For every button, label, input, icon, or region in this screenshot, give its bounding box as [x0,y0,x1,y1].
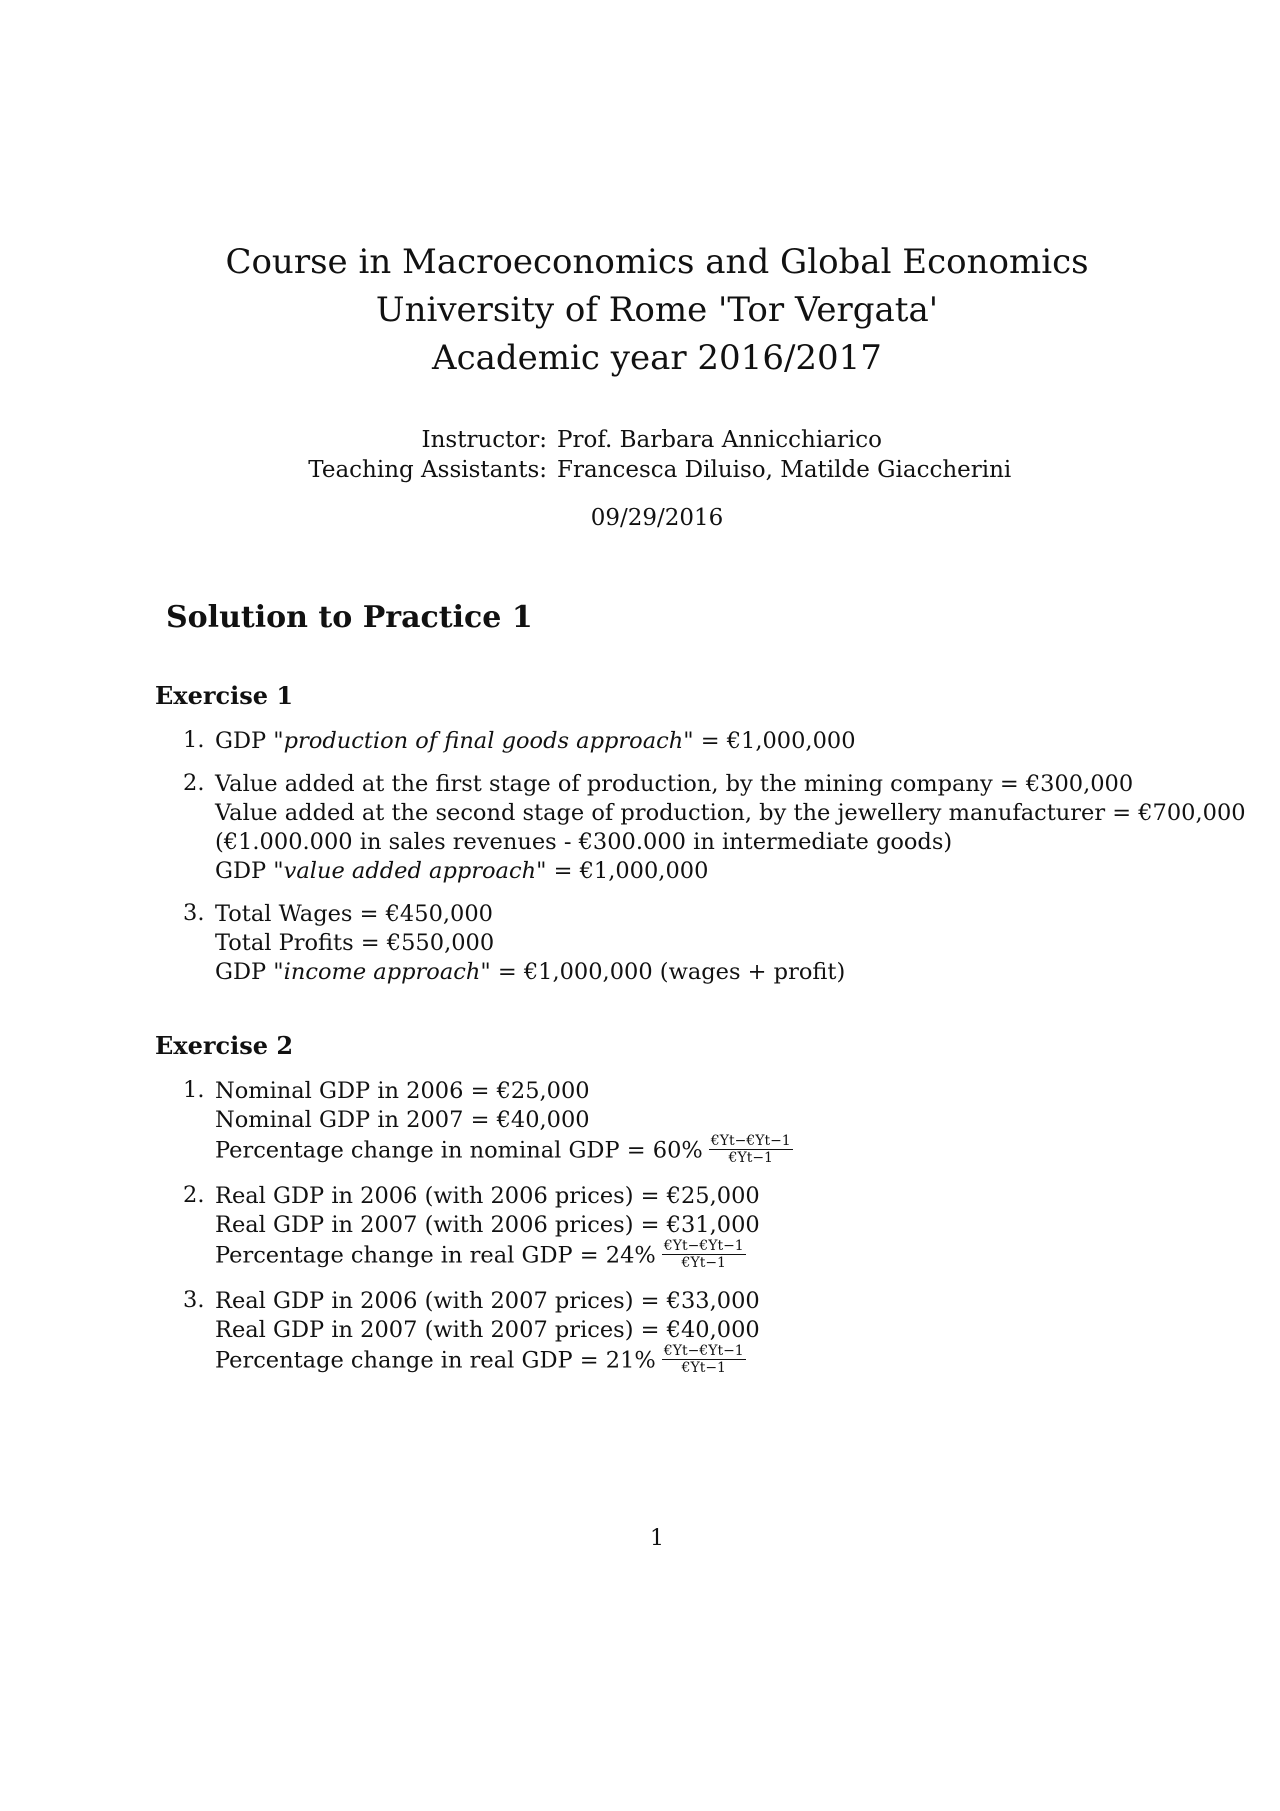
italic-term: value added approach [283,858,537,884]
exercise-2-list [183,1077,1203,1392]
text-segment: " = €1,000,000 [536,858,709,884]
list-item [183,1077,1203,1168]
list-item [183,1287,1203,1378]
instructor-label: Instructor: [421,427,547,453]
list-item [183,727,1203,756]
item-number: 1. [183,1077,205,1103]
exercise-1-list [183,727,1246,1001]
item-line: Real GDP in 2006 (with 2007 prices) = €33,000 [215,1288,760,1314]
item-line: (€1.000.000 in sales revenues - €300.000 in intermediate goods) [215,829,953,855]
item-line [215,1240,1203,1273]
page-number: 1 [650,1526,664,1551]
university-name: University of Rome 'Tor Vergata' [375,290,939,330]
item-number: 1. [183,727,205,753]
text-segment: GDP " [215,959,284,985]
item-line: Nominal GDP in 2006 = €25,000 [215,1078,590,1104]
instructor-row [0,425,1280,455]
item-line [215,727,1203,756]
ta-row [0,455,1280,485]
list-item [183,1182,1203,1273]
fraction-numerator: €Yt−€Yt−1 [663,1343,744,1359]
growth-fraction [709,1133,793,1166]
italic-term: income approach [283,959,481,985]
item-line: Nominal GDP in 2007 = €40,000 [215,1107,590,1133]
item-line: Value added at the second stage of production, by the jewellery manufacturer = €700,000 [215,800,1246,826]
text-segment: GDP " [215,728,284,754]
text-segment: Percentage change in real GDP = 21% [215,1347,656,1374]
ta-value: Francesca Diluiso, Matilde Giaccherini [557,457,1012,483]
text-segment: Percentage change in real GDP = 24% [215,1242,656,1269]
fraction-denominator: €Yt−1 [728,1150,773,1166]
list-item [183,770,1246,886]
text-segment: " = €1,000,000 (wages + profit) [480,959,846,985]
course-header [0,238,1280,382]
growth-fraction [662,1343,746,1376]
item-line [215,958,1203,987]
item-line [215,1345,1203,1378]
course-title: Course in Macroeconomics and Global Economics [225,242,1089,282]
academic-year: Academic year 2016/2017 [432,338,882,378]
text-segment: GDP " [215,858,284,884]
item-number: 3. [183,900,205,926]
exercise-1-heading: Exercise 1 [155,681,294,710]
item-number: 3. [183,1287,205,1313]
item-number: 2. [183,1182,205,1208]
growth-fraction [662,1238,746,1271]
fraction-numerator: €Yt−€Yt−1 [663,1238,744,1254]
italic-term: production of final goods approach [283,728,684,754]
fraction-denominator: €Yt−1 [681,1360,726,1376]
item-line [215,1135,1203,1168]
document-date: 09/29/2016 [590,505,724,531]
item-line: Real GDP in 2006 (with 2006 prices) = €25,000 [215,1183,760,1209]
fraction-numerator: €Yt−€Yt−1 [710,1133,791,1149]
ta-label: Teaching Assistants: [308,457,547,483]
text-segment: Percentage change in nominal GDP = 60% [215,1137,703,1164]
item-line: Total Profits = €550,000 [215,930,495,956]
item-line: Total Wages = €450,000 [215,901,493,927]
exercise-2-heading: Exercise 2 [155,1031,294,1060]
list-item [183,900,1203,987]
item-number: 2. [183,770,205,796]
text-segment: " = €1,000,000 [683,728,856,754]
item-line [215,857,1246,886]
item-line: Value added at the first stage of production, by the mining company = €300,000 [215,771,1134,797]
instructor-value: Prof. Barbara Annicchiarico [557,427,883,453]
item-line: Real GDP in 2007 (with 2007 prices) = €40,000 [215,1317,760,1343]
solution-title: Solution to Practice 1 [166,600,533,635]
item-line: Real GDP in 2007 (with 2006 prices) = €31,000 [215,1212,760,1238]
fraction-denominator: €Yt−1 [681,1255,726,1271]
staff-info [0,425,1280,485]
